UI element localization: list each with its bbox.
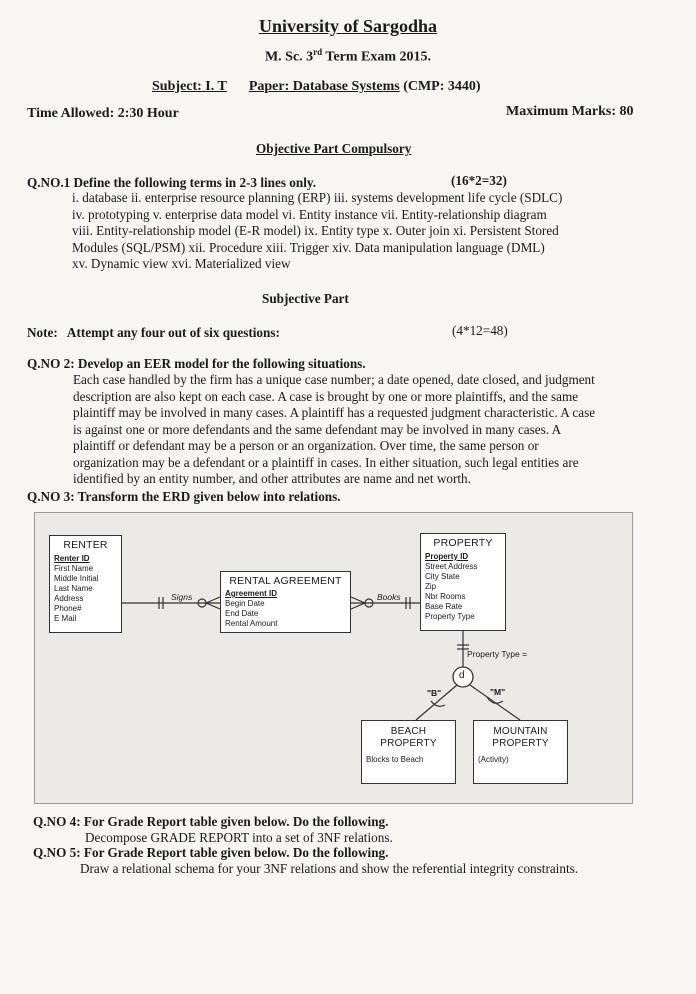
- q1-terms: [72, 190, 562, 273]
- q1-marks: (16*2=32): [451, 173, 507, 188]
- renter-key: Renter ID: [54, 554, 90, 563]
- exam-title: M. Sc. 3rd Term Exam 2015.: [264, 47, 432, 65]
- q4-title: Q.NO 4: For Grade Report table given below. Do the following.: [33, 814, 389, 829]
- renter-attr: Last Name: [54, 584, 93, 593]
- beach-title: BEACH PROPERTY: [380, 726, 437, 749]
- property-attr: Zip: [425, 582, 437, 591]
- renter-entity: [49, 535, 122, 633]
- q2-line: is against one or more defendants and the same defendant may be involved in many cases. A: [73, 421, 562, 437]
- mountain-attr: (Activity): [478, 755, 509, 764]
- q2-line: identified by an entity number, and other attributes are name and net worth.: [73, 471, 471, 486]
- renter-title: RENTER: [63, 539, 108, 551]
- objective-heading: Objective Part Compulsory: [256, 141, 412, 156]
- rental-agreement-title: RENTAL AGREEMENT: [229, 575, 342, 587]
- q1-line: i. database ii. enterprise resource planning (ERP) iii. systems development life cycle (SDLC): [72, 190, 563, 205]
- rental-attr: Rental Amount: [225, 619, 278, 628]
- q5-body: Draw a relational schema for your 3NF relations and show the referential integrity constraints.: [80, 861, 579, 876]
- q3-title: Q.NO 3: Transform the ERD given below into relations.: [27, 489, 341, 504]
- q2-body: [73, 372, 595, 488]
- subjective-heading: Subjective Part: [262, 291, 349, 306]
- erd-diagram: [34, 512, 633, 804]
- rental-agreement-entity: [220, 571, 351, 633]
- property-entity: [420, 533, 506, 631]
- mountain-property-entity: [473, 720, 568, 784]
- q4-body: Decompose GRADE REPORT into a set of 3NF relations.: [85, 830, 393, 845]
- q1-line: iv. prototyping v. enterprise data model vi. Entity instance vii. Entity-relationship diagram: [72, 206, 547, 222]
- mountain-discriminator-value: "M": [490, 687, 506, 697]
- q2-line: plaintiff may be involved in many cases. A plaintiff has a requested judgment characteristic. A case: [73, 405, 596, 420]
- q2-line: plaintiff or defendant may be a person or an organization. Over time, the same person or: [73, 438, 539, 453]
- q1-line: xv. Dynamic view xvi. Materialized view: [72, 256, 291, 271]
- maximum-marks: Maximum Marks: 80: [506, 104, 634, 119]
- renter-attr: E Mail: [54, 614, 77, 623]
- q1-line: Modules (SQL/PSM) xii. Procedure xiii. Trigger xiv. Data manipulation language (DML): [72, 239, 545, 255]
- q2-title: Q.NO 2: Develop an EER model for the following situations.: [27, 356, 366, 371]
- beach-discriminator-value: "B": [427, 688, 442, 698]
- beach-attr: Blocks to Beach: [366, 755, 424, 764]
- renter-attr: Middle Initial: [54, 574, 99, 583]
- q2-line: organization may be a defendant or a plaintiff in cases. In either situation, such legal entities are: [73, 454, 579, 470]
- rental-key: Agreement ID: [225, 589, 278, 598]
- property-attr: City State: [425, 572, 460, 581]
- q2-line: Each case handled by the firm has a unique case number; a date opened, date closed, and judgment: [73, 372, 595, 387]
- property-key: Property ID: [425, 552, 469, 561]
- note-marks: (4*12=48): [452, 323, 508, 338]
- rental-attr: End Date: [225, 609, 259, 618]
- note: Note: Attempt any four out of six questions:: [27, 325, 280, 340]
- renter-attr: First Name: [54, 564, 94, 573]
- property-title: PROPERTY: [433, 537, 493, 549]
- university-title: University of Sargodha: [258, 16, 437, 36]
- property-attr: Street Address: [425, 562, 478, 571]
- property-attr: Nbr Rooms: [425, 592, 466, 601]
- property-attr: Base Rate: [425, 602, 463, 611]
- property-attr: Property Type: [425, 612, 475, 621]
- mountain-title: MOUNTAIN PROPERTY: [492, 726, 549, 749]
- discriminator-label: Property Type =: [467, 649, 528, 659]
- q1-line: viii. Entity-relationship model (E-R model) ix. Entity type x. Outer join xi. Persistent Stored: [72, 223, 559, 238]
- signs-label: Signs: [171, 592, 193, 602]
- q2-line: description are also kept on each case. A case is brought by one or more plaintiffs, and the same: [73, 388, 579, 404]
- books-label: Books: [377, 592, 401, 602]
- q5-title: Q.NO 5: For Grade Report table given below. Do the following.: [33, 845, 389, 860]
- q1-title: Q.NO.1 Define the following terms in 2-3 lines only.: [27, 175, 317, 190]
- disjoint-label: d: [459, 670, 465, 681]
- renter-attr: Phone#: [54, 604, 82, 613]
- renter-attr: Address: [54, 594, 84, 603]
- subject-line: Subject: I. T Paper: Database Systems (CMP: 3440): [152, 79, 481, 94]
- time-allowed: Time Allowed: 2:30 Hour: [27, 106, 179, 121]
- beach-property-entity: [361, 720, 456, 784]
- rental-attr: Begin Date: [225, 599, 265, 608]
